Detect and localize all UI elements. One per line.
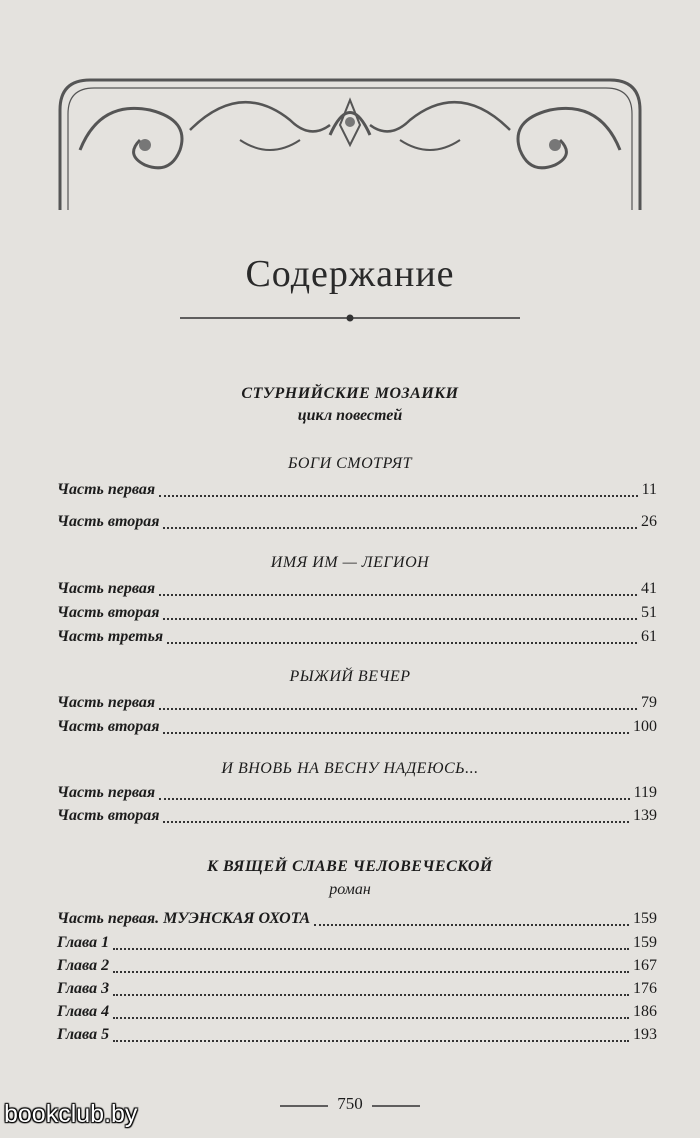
dot-leader	[113, 947, 629, 950]
toc-page: 167	[633, 957, 657, 974]
title-divider	[180, 312, 520, 324]
toc-row[interactable]	[57, 957, 657, 979]
dot-leader	[163, 731, 629, 734]
toc-page: 11	[641, 481, 657, 498]
dot-leader	[113, 993, 629, 996]
toc-row[interactable]	[57, 481, 657, 503]
toc-page: 139	[633, 807, 657, 824]
toc-row[interactable]	[57, 580, 657, 602]
toc-page: 51	[641, 604, 657, 621]
toc-row[interactable]	[57, 784, 657, 806]
dot-leader	[167, 641, 637, 644]
toc-label: Глава 5	[57, 1026, 110, 1043]
toc-label: Часть первая	[57, 694, 156, 711]
dot-leader	[113, 1039, 629, 1042]
ornament-header	[40, 40, 660, 220]
toc-label: Часть вторая	[57, 604, 160, 621]
toc-page: 186	[633, 1003, 657, 1020]
toc-label: Часть первая	[57, 580, 156, 597]
toc-label: Часть первая	[57, 784, 156, 801]
section-heading: СТУРНИЙСКИЕ МОЗАИКИ	[241, 385, 459, 402]
dot-leader	[159, 797, 629, 800]
toc-page: 176	[633, 980, 657, 997]
toc-label: Часть первая	[57, 481, 156, 498]
toc-label: Часть вторая	[57, 513, 160, 530]
dot-leader	[314, 923, 629, 926]
dot-leader	[159, 494, 637, 497]
toc-page: 79	[641, 694, 657, 711]
watermark: bookclub.by	[4, 1100, 138, 1128]
toc-page: 61	[641, 628, 657, 645]
dot-leader	[113, 970, 629, 973]
toc-row[interactable]	[57, 980, 657, 1002]
section-heading: ИМЯ ИМ — ЛЕГИОН	[270, 554, 430, 571]
page-number: 750	[337, 1094, 363, 1113]
section-heading: К ВЯЩЕЙ СЛАВЕ ЧЕЛОВЕЧЕСКОЙ	[207, 858, 493, 875]
section-subheading: цикл повестей	[297, 407, 403, 424]
section-heading: РЫЖИЙ ВЕЧЕР	[289, 668, 411, 685]
toc-row[interactable]	[57, 910, 657, 932]
toc-label: Глава 2	[57, 957, 110, 974]
page-title: Содержание	[245, 253, 455, 295]
toc-page: 119	[633, 784, 657, 801]
toc-label: Глава 1	[57, 934, 110, 951]
toc-page: 159	[633, 910, 657, 927]
toc-page: 26	[641, 513, 657, 530]
dot-leader	[163, 820, 629, 823]
dot-leader	[159, 593, 637, 596]
toc-label: Глава 3	[57, 980, 110, 997]
section-subheading: роман	[329, 881, 371, 898]
toc-page: 193	[633, 1026, 657, 1043]
toc-row[interactable]	[57, 513, 657, 535]
toc-row[interactable]	[57, 718, 657, 740]
toc-row[interactable]	[57, 604, 657, 626]
toc-row[interactable]	[57, 807, 657, 829]
toc-label: Часть вторая	[57, 718, 160, 735]
toc-page: 100	[633, 718, 657, 735]
toc-label: Часть вторая	[57, 807, 160, 824]
section-heading: БОГИ СМОТРЯТ	[287, 455, 413, 472]
toc-label: Часть третья	[57, 628, 164, 645]
dot-leader	[163, 617, 637, 620]
dot-leader	[159, 707, 637, 710]
toc-label: Часть первая. МУЭНСКАЯ ОХОТА	[57, 910, 311, 927]
dot-leader	[163, 526, 637, 529]
toc-row[interactable]	[57, 694, 657, 716]
toc-row[interactable]	[57, 1026, 657, 1048]
toc-row[interactable]	[57, 934, 657, 956]
toc-row[interactable]	[57, 1003, 657, 1025]
toc-label: Глава 4	[57, 1003, 110, 1020]
toc-row[interactable]	[57, 628, 657, 650]
section-heading: И ВНОВЬ НА ВЕСНУ НАДЕЮСЬ...	[221, 760, 479, 777]
dot-leader	[113, 1016, 629, 1019]
toc-page: 41	[641, 580, 657, 597]
toc-page: 159	[633, 934, 657, 951]
